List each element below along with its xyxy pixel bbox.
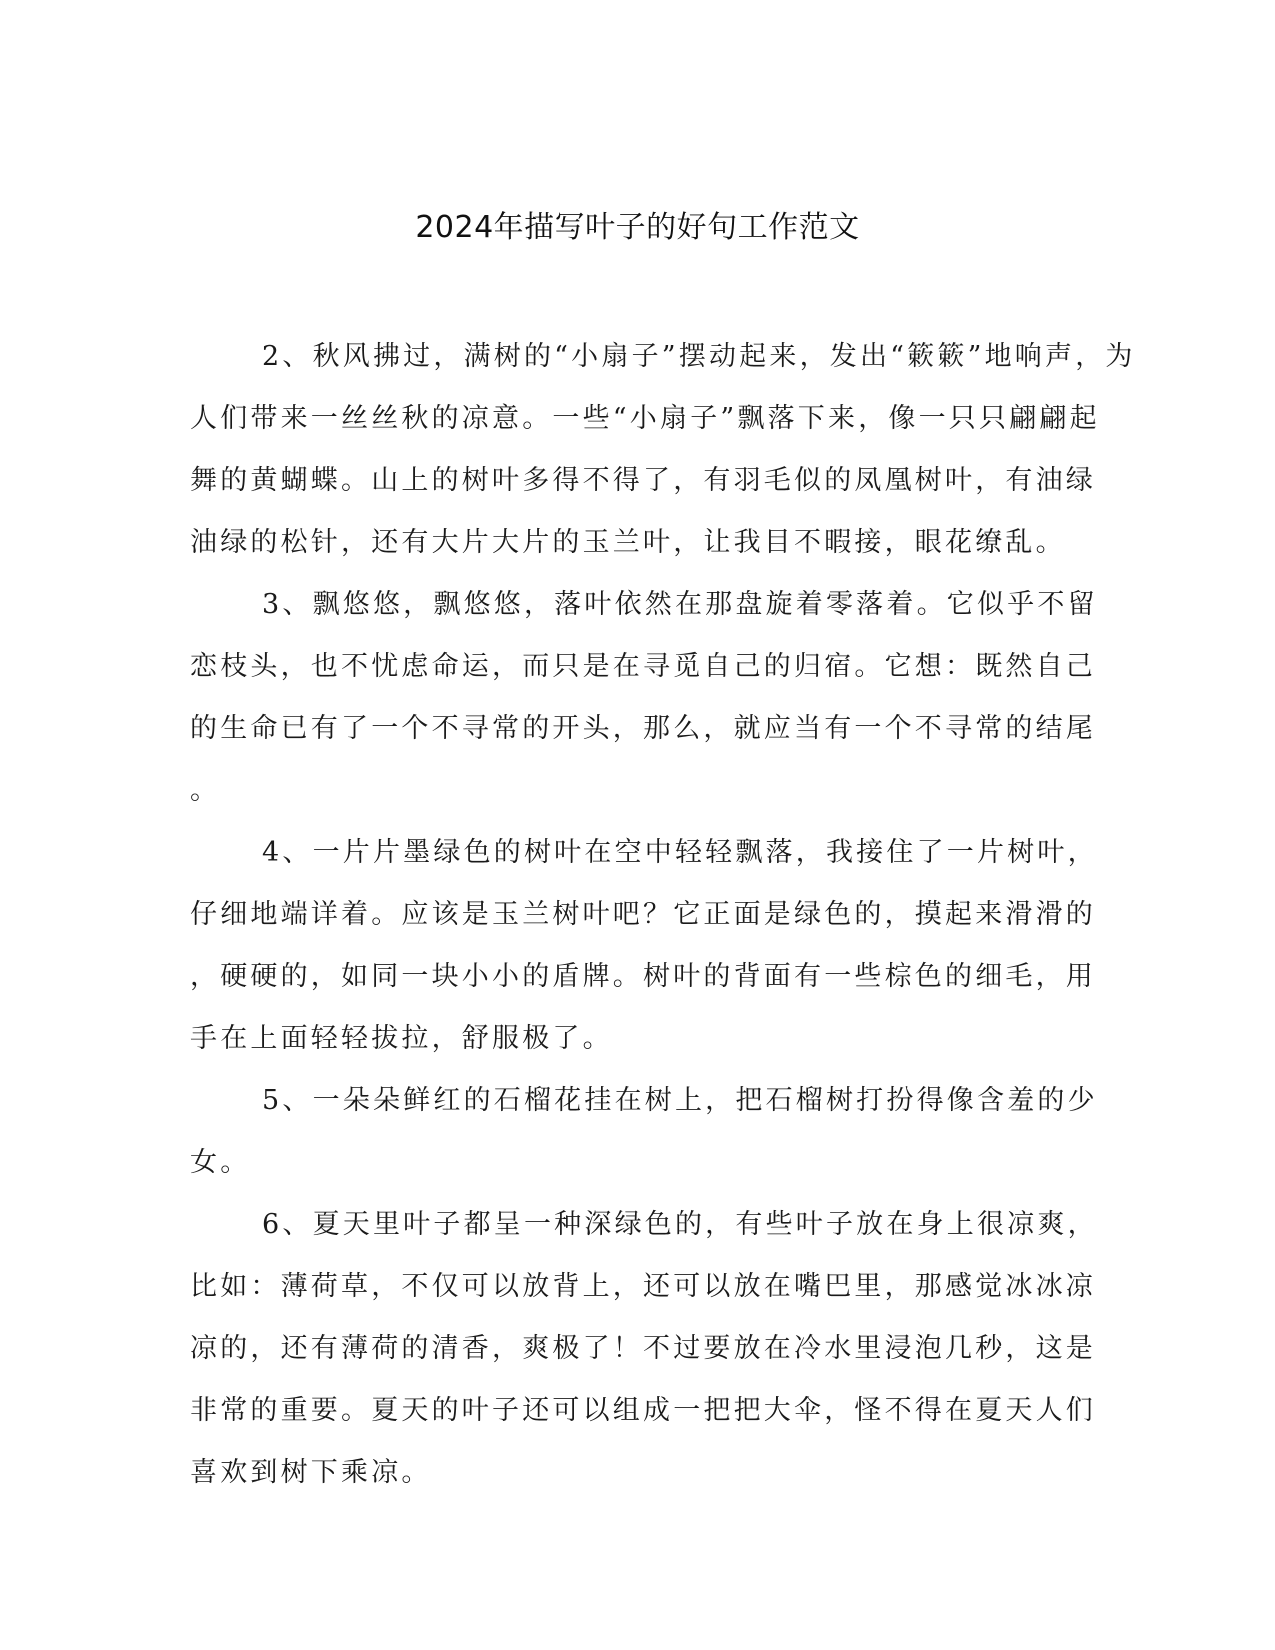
paragraph-line: 人们带来一丝丝秋的凉意。一些“小扇子”飘落下来，像一只只翩翩起	[190, 403, 1100, 434]
paragraph-line: 仔细地端详着。应该是玉兰树叶吧？它正面是绿色的，摸起来滑滑的	[190, 899, 1096, 930]
paragraph-line: 5、一朵朵鲜红的石榴花挂在树上，把石榴树打扮得像含羞的少	[262, 1085, 1098, 1116]
paragraph-line: 的生命已有了一个不寻常的开头，那么，就应当有一个不寻常的结尾	[190, 713, 1096, 744]
paragraph-line: 3、飘悠悠，飘悠悠，落叶依然在那盘旋着零落着。它似乎不留	[262, 589, 1098, 620]
paragraph-2	[190, 326, 1136, 574]
paragraph-line: 恋枝头，也不忧虑命运，而只是在寻觅自己的归宿。它想：既然自己	[190, 651, 1096, 682]
paragraph-line: 2、秋风拂过，满树的“小扇子”摆动起来，发出“簌簌”地响声，为	[262, 341, 1136, 372]
paragraph-line: 。	[190, 775, 221, 806]
paragraph-line: 喜欢到树下乘凉。	[190, 1457, 432, 1488]
paragraph-4	[190, 822, 1098, 1070]
document-body	[190, 326, 1136, 1504]
paragraph-line: 凉的，还有薄荷的清香，爽极了！不过要放在冷水里浸泡几秒，这是	[190, 1333, 1096, 1364]
paragraph-3	[190, 574, 1098, 822]
paragraph-5	[190, 1070, 1098, 1194]
paragraph-line: 非常的重要。夏天的叶子还可以组成一把把大伞，怪不得在夏天人们	[190, 1395, 1096, 1426]
paragraph-line: 油绿的松针，还有大片大片的玉兰叶，让我目不暇接，眼花缭乱。	[190, 527, 1066, 558]
paragraph-line: 比如：薄荷草，不仅可以放背上，还可以放在嘴巴里，那感觉冰冰凉	[190, 1271, 1096, 1302]
paragraph-6	[190, 1194, 1098, 1504]
paragraph-line: ，硬硬的，如同一块小小的盾牌。树叶的背面有一些棕色的细毛，用	[190, 961, 1096, 992]
paragraph-line: 女。	[190, 1147, 251, 1178]
document-title: 2024年描写叶子的好句工作范文	[415, 210, 860, 245]
paragraph-line: 手在上面轻轻拔拉，舒服极了。	[190, 1023, 613, 1054]
paragraph-line: 舞的黄蝴蝶。山上的树叶多得不得了，有羽毛似的凤凰树叶，有油绿	[190, 465, 1096, 496]
paragraph-line: 6、夏天里叶子都呈一种深绿色的，有些叶子放在身上很凉爽，	[262, 1209, 1098, 1240]
paragraph-line: 4、一片片墨绿色的树叶在空中轻轻飘落，我接住了一片树叶，	[262, 837, 1098, 868]
